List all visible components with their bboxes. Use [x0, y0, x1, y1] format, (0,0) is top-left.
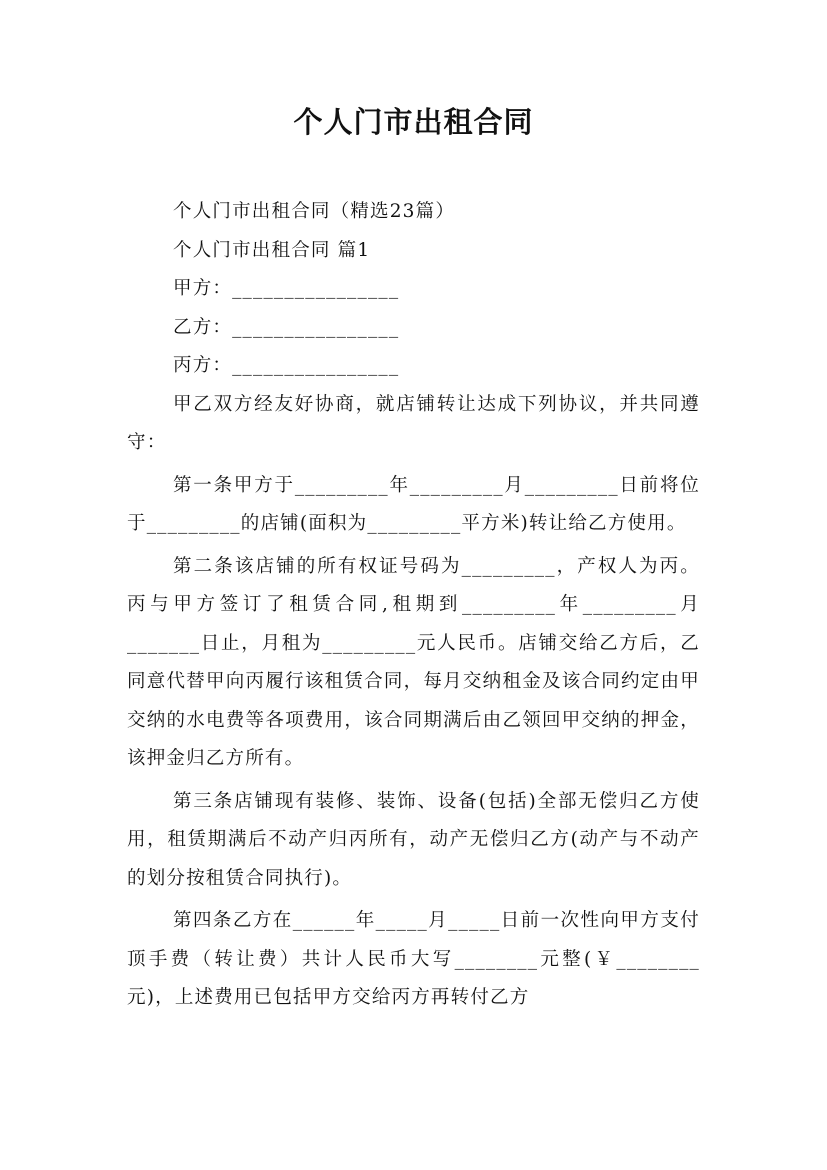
article-1-paragraph: 第一条甲方于_________年_________月_________日前将位于_________的店铺(面积为_________平方米)转让给乙方使用。	[127, 474, 700, 534]
article-3-paragraph: 第三条店铺现有装修、装饰、设备(包括)全部无偿归乙方使用，租赁期满后不动产归丙所有，动产无偿归乙方(动产与不动产的划分按租赁合同执行)。	[127, 790, 700, 889]
document-subtitle: 个人门市出租合同（精选23篇）	[173, 201, 456, 222]
party-b-line: 乙方：________________	[173, 316, 400, 338]
article-2-paragraph: 第二条该店铺的所有权证号码为_________，产权人为丙。丙与甲方签订了租赁合同,租期到_________年_________月_______日止，月租为_________元人民币。店铺交给乙方后，乙同意代替甲向丙履行该租赁合同，每月交纳租金及该合同约定由甲交纳的水电费等各项费用，该合同期满后由乙领回甲交纳的押金，该押金归乙方所有。	[127, 555, 700, 769]
document-body	[127, 193, 700, 1018]
section-heading: 个人门市出租合同 篇1	[173, 239, 371, 261]
intro-paragraph: 甲乙双方经友好协商，就店铺转让达成下列协议，并共同遵守：	[127, 393, 700, 453]
article-4-paragraph: 第四条乙方在______年_____月_____日前一次性向甲方支付顶手费（转让费）共计人民币大写________元整(￥________元)，上述费用已包括甲方交给丙方再转付乙方	[127, 910, 700, 1008]
document-title: 个人门市出租合同	[293, 105, 534, 139]
party-c-line: 丙方：________________	[173, 355, 400, 376]
party-a-line: 甲方：________________	[173, 278, 400, 299]
